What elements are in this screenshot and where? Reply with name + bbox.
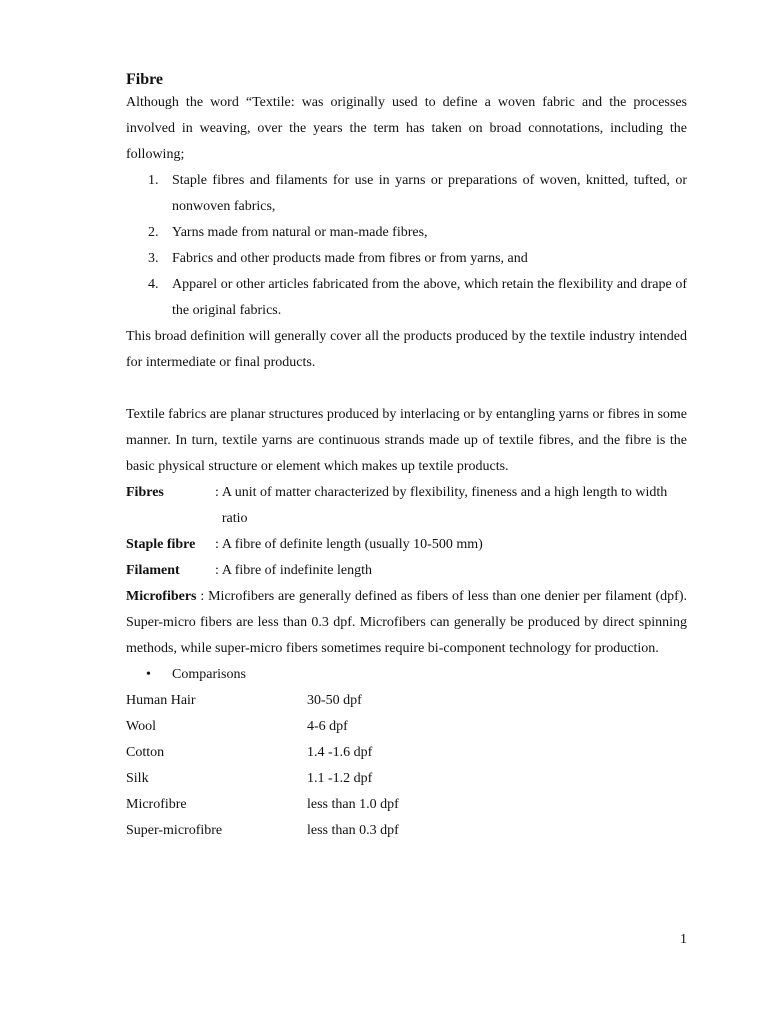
bullet-text: Comparisons (172, 667, 246, 682)
list-number: 2. (148, 225, 159, 240)
list-number: 4. (148, 277, 159, 292)
list-item (126, 246, 687, 272)
definition-term: Staple fibre (126, 537, 196, 552)
paragraph-spacer (126, 376, 687, 402)
list-item-text: Apparel or other articles fabricated from the above, which retain the flexibility and drape of the original fabrics. (172, 277, 687, 318)
definition-colon: : (215, 563, 219, 578)
list-item (126, 220, 687, 246)
definition-staple-fibre (126, 532, 687, 558)
fibre-dpf: less than 1.0 dpf (307, 797, 399, 812)
definition-colon: : (215, 537, 219, 552)
table-row (126, 792, 687, 818)
list-item-text: Yarns made from natural or man-made fibres, (172, 225, 428, 240)
list-number: 3. (148, 251, 159, 266)
list-item-text: Staple fibres and filaments for use in yarns or preparations of woven, knitted, tufted, or nonwoven fabrics, (172, 173, 687, 214)
comparisons-table (126, 688, 687, 844)
fibre-dpf: 30-50 dpf (307, 693, 362, 708)
fibre-dpf: less than 0.3 dpf (307, 823, 399, 838)
table-row (126, 740, 687, 766)
definition-text: A fibre of indefinite length (221, 563, 372, 578)
document-body (126, 70, 687, 844)
connotations-list (126, 168, 687, 324)
fibre-dpf: 4-6 dpf (307, 719, 348, 734)
fibre-name: Cotton (126, 745, 165, 760)
page-number: 1 (680, 932, 687, 947)
list-item (126, 272, 687, 324)
definition-term: Filament (126, 563, 180, 578)
fibre-name: Super-microfibre (126, 823, 223, 838)
microfibers-text: : Microfibers are generally defined as fibers of less than one denier per filament (dpf). Super-micro fibers are less than 0.3 dpf. Microfibers can generally be produced by direct spinning methods, while super-micro fibers sometimes require bi-component technology for production. (126, 589, 687, 656)
microfibers-term: Microfibers (126, 589, 197, 604)
table-row (126, 714, 687, 740)
list-item (126, 168, 687, 220)
broad-definition-paragraph: This broad definition will generally cover all the products produced by the textile industry intended for intermediate or final products. (126, 329, 687, 370)
textile-fabrics-paragraph: Textile fabrics are planar structures produced by interlacing or by entangling yarns or fibres in some manner. In turn, textile yarns are continuous strands made up of textile fibres, and the fibre is the basic physical structure or element which makes up textile products. (126, 407, 687, 474)
definition-fibres (126, 480, 687, 532)
fibre-name: Silk (126, 771, 149, 786)
fibre-name: Human Hair (126, 693, 196, 708)
list-item-text: Fabrics and other products made from fibres or from yarns, and (172, 251, 528, 266)
comparisons-bullet (126, 662, 687, 688)
definition-term: Fibres (126, 485, 164, 500)
table-row (126, 818, 687, 844)
definition-text: A unit of matter characterized by flexibility, fineness and a high length to width ratio (221, 485, 668, 526)
table-row (126, 766, 687, 792)
definition-filament (126, 558, 687, 584)
fibre-dpf: 1.1 -1.2 dpf (307, 771, 373, 786)
definition-colon: : (215, 485, 219, 500)
microfibers-paragraph (126, 584, 687, 662)
fibre-name: Microfibre (126, 797, 187, 812)
definition-text: A fibre of definite length (usually 10-500 mm) (221, 537, 483, 552)
bullet-dot: • (146, 667, 151, 682)
intro-paragraph: Although the word “Textile: was originally used to define a woven fabric and the processes involved in weaving, over the years the term has taken on broad connotations, including the following; (126, 95, 687, 162)
fibre-dpf: 1.4 -1.6 dpf (307, 745, 373, 760)
list-number: 1. (148, 173, 159, 188)
table-row (126, 688, 687, 714)
page-title: Fibre (126, 71, 164, 88)
fibre-name: Wool (126, 719, 156, 734)
